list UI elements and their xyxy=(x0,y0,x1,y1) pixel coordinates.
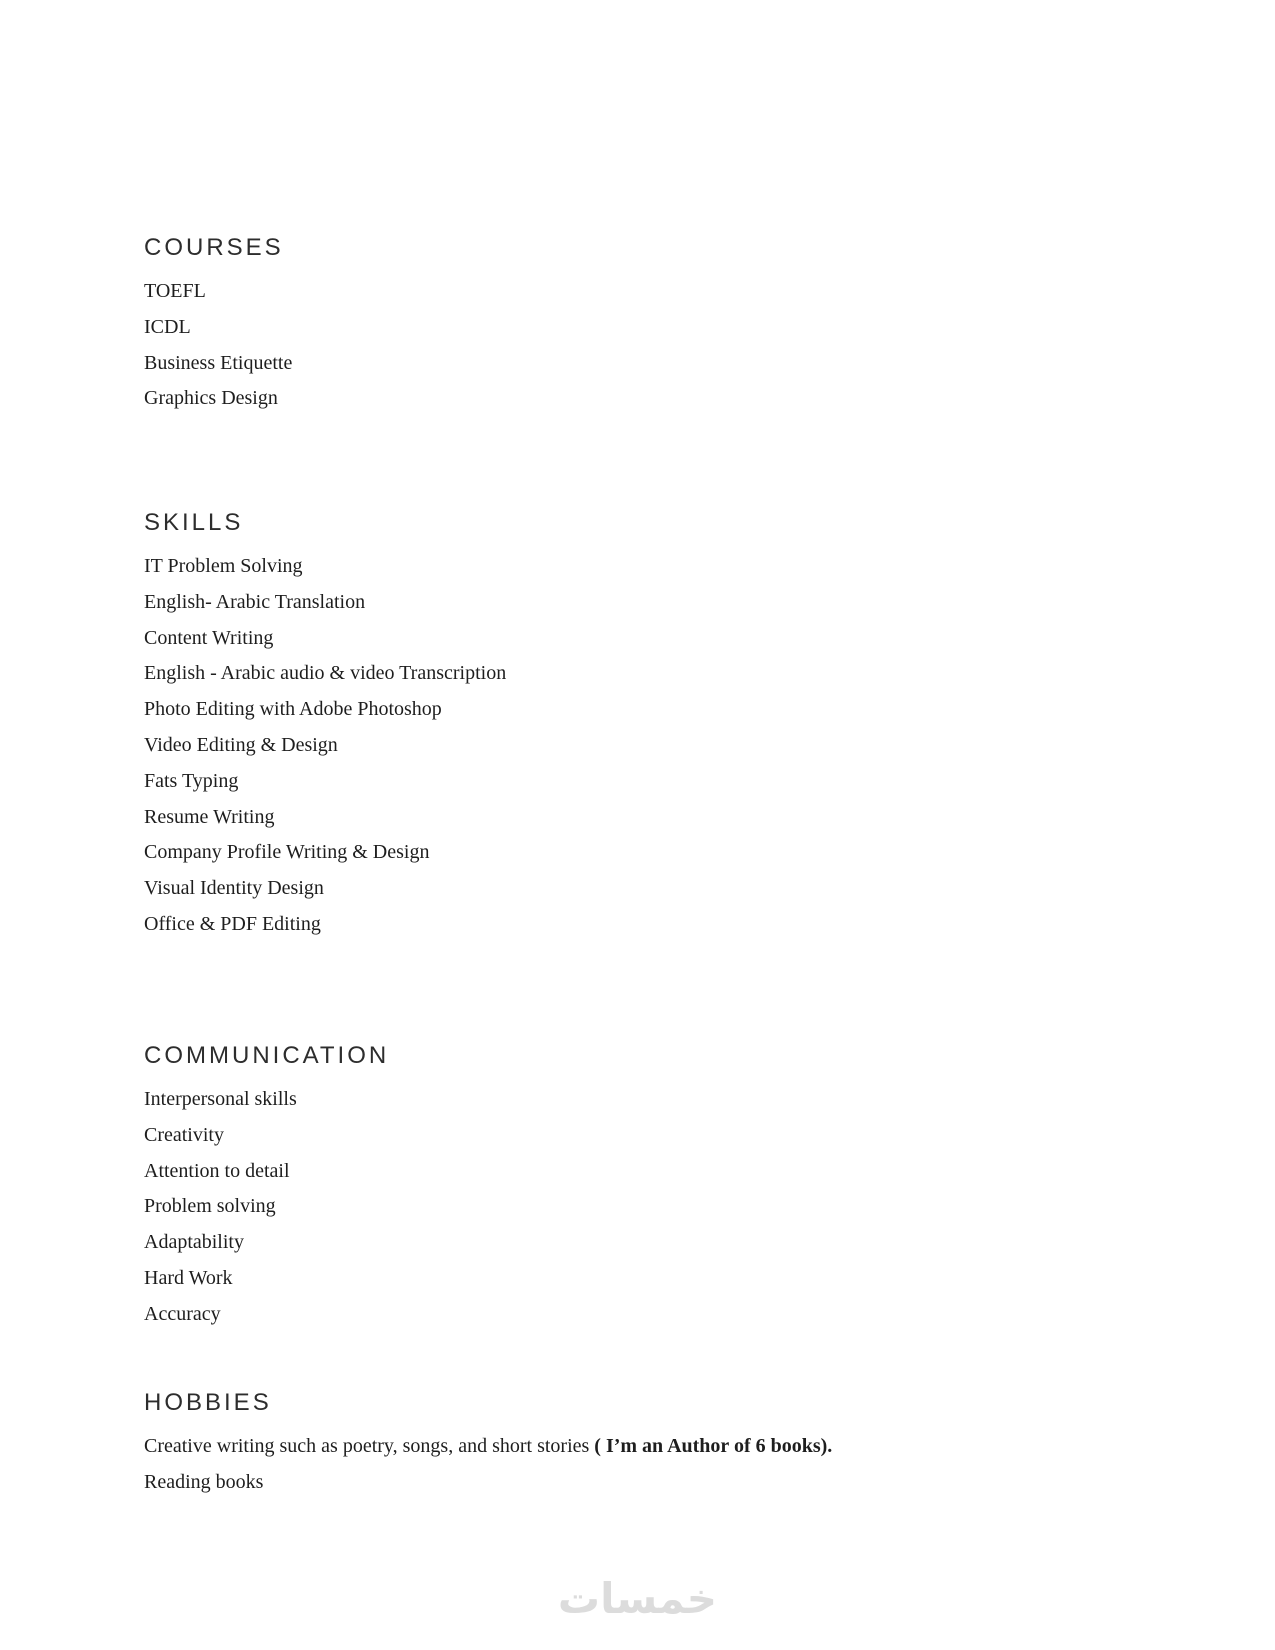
list-item: English - Arabic audio & video Transcription xyxy=(144,662,507,685)
section-hobbies xyxy=(144,1388,1185,1501)
communication-heading: COMMUNICATION xyxy=(144,1042,390,1069)
skills-heading: SKILLS xyxy=(144,509,244,536)
list-item: Company Profile Writing & Design xyxy=(144,841,430,864)
list-item: Video Editing & Design xyxy=(144,733,338,756)
list-item: Attention to detail xyxy=(144,1159,290,1182)
list-item: Graphics Design xyxy=(144,387,278,410)
list-item: Office & PDF Editing xyxy=(144,912,321,935)
list-item: Resume Writing xyxy=(144,805,275,828)
list-item: Photo Editing with Adobe Photoshop xyxy=(144,698,442,721)
list-item: Creativity xyxy=(144,1123,224,1146)
list-item: Content Writing xyxy=(144,626,274,649)
list-item: Interpersonal skills xyxy=(144,1088,297,1110)
section-skills xyxy=(144,508,1185,943)
list-item: Adaptability xyxy=(144,1231,244,1254)
communication-list xyxy=(144,1082,1185,1333)
list-item: Accuracy xyxy=(144,1302,221,1325)
skills-list xyxy=(144,549,1185,943)
section-communication xyxy=(144,1041,1185,1333)
list-item: ICDL xyxy=(144,315,191,338)
hobbies-heading: HOBBIES xyxy=(144,1389,272,1416)
list-item: Hard Work xyxy=(144,1266,233,1289)
list-item: Visual Identity Design xyxy=(144,877,324,900)
list-item: Fats Typing xyxy=(144,769,239,792)
courses-heading: COURSES xyxy=(144,234,284,261)
hobby-text-bold: ( I’m an Author of 6 books). xyxy=(594,1435,833,1457)
courses-list xyxy=(144,274,1185,417)
hobby-line-reading: Reading books xyxy=(144,1470,264,1493)
list-item: IT Problem Solving xyxy=(144,555,303,577)
hobby-line-creative-writing xyxy=(144,1429,1185,1465)
hobby-text-normal: Creative writing such as poetry, songs, and short stories xyxy=(144,1435,595,1457)
khamsat-watermark: خمسات xyxy=(557,1574,718,1623)
section-courses xyxy=(144,233,1185,417)
list-item: TOEFL xyxy=(144,280,206,302)
list-item: Business Etiquette xyxy=(144,351,293,374)
list-item: English- Arabic Translation xyxy=(144,590,366,613)
list-item: Problem solving xyxy=(144,1195,276,1218)
